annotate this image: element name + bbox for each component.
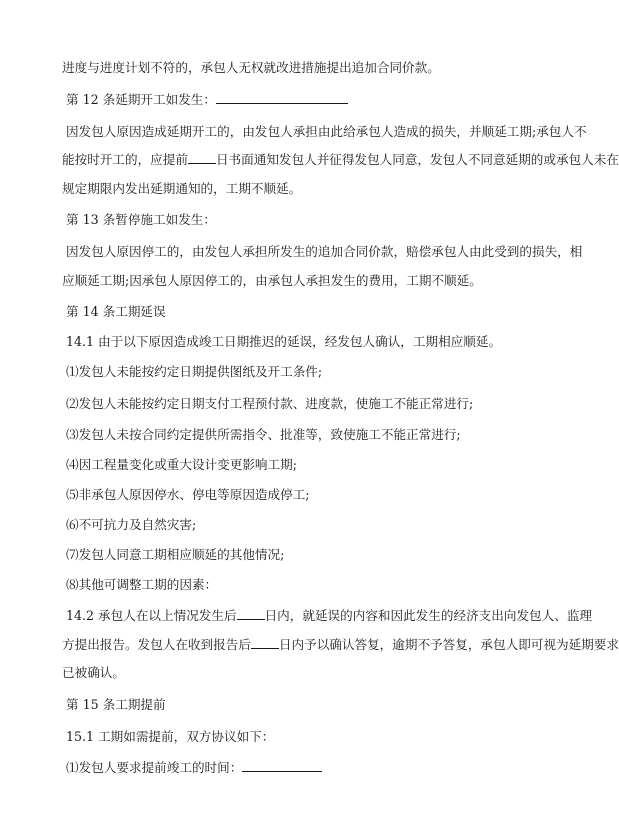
paragraph-text: ⑴发包人要求提前竣工的时间：: [66, 760, 243, 775]
paragraph-line: 规定期限内发出延期通知的，工期不顺延。: [62, 181, 302, 196]
list-item: [66, 760, 322, 776]
article-title-text: 第 12 条延期开工如发生：: [66, 92, 216, 107]
fill-in-blank[interactable]: [188, 153, 216, 164]
article-15-title: 第 15 条工期提前: [66, 697, 166, 712]
fill-in-blank[interactable]: [251, 638, 279, 649]
paragraph-line: 已被确认。: [62, 665, 125, 680]
section-15-1: 15.1 工期如需提前，双方协议如下：: [66, 729, 275, 744]
list-item: ⑸非承包人原因停水、停电等原因造成停工;: [66, 487, 310, 502]
list-item: ⑷因工程量变化或重大设计变更影响工期;: [66, 457, 297, 472]
paragraph-line: [62, 152, 619, 168]
fill-in-blank[interactable]: [216, 93, 348, 104]
list-item: ⑴发包人未能按约定日期提供图纸及开工条件;: [66, 364, 323, 379]
paragraph-line: 应顺延工期;因承包人原因停工的，由承包人承担发生的费用，工期不顺延。: [62, 273, 482, 288]
paragraph-line: 因发包人原因造成延期开工的，由发包人承担由此给承包人造成的损失，并顺延工期;承包人不: [66, 124, 587, 139]
article-12-title: [66, 92, 348, 108]
list-item: ⑵发包人未能按约定日期支付工程预付款、进度款，使施工不能正常进行;: [66, 396, 474, 411]
paragraph-text: 方提出报告。发包人在收到报告后: [62, 637, 251, 652]
paragraph-text: 日内予以确认答复，逾期不予答复，承包人即可视为延期要求: [278, 637, 619, 652]
fill-in-blank[interactable]: [237, 609, 265, 620]
paragraph-line: [62, 637, 619, 653]
fill-in-blank[interactable]: [242, 761, 322, 772]
article-13-title: 第 13 条暂停施工如发生：: [66, 212, 216, 227]
article-14-title: 第 14 条工期延误: [66, 304, 166, 319]
section-14-1: 14.1 由于以下原因造成竣工日期推迟的延误，经发包人确认，工期相应顺延。: [66, 334, 502, 349]
paragraph-text: 日内，就延误的内容和因此发生的经济支出向发包人、监理: [264, 608, 593, 623]
paragraph-text: 日书面通知发包人并征得发包人同意，发包人不同意延期的或承包人未在: [215, 152, 619, 167]
section-14-2: [66, 608, 592, 624]
list-item: ⑺发包人同意工期相应顺延的其他情况;: [66, 547, 285, 562]
list-item: ⑶发包人未按合同约定提供所需指令、批准等，致使施工不能正常进行;: [66, 427, 461, 442]
paragraph-text: 能按时开工的，应提前: [62, 152, 188, 167]
paragraph-line: 因发包人原因停工的，由发包人承担所发生的追加合同价款，赔偿承包人由此受到的损失，相: [66, 244, 583, 259]
paragraph-text: 14.2 承包人在以上情况发生后: [66, 608, 237, 623]
list-item: ⑻其他可调整工期的因素：: [66, 577, 218, 592]
list-item: ⑹不可抗力及自然灾害;: [66, 517, 197, 532]
paragraph-line: 进度与进度计划不符的，承包人无权就改进措施提出追加合同价款。: [62, 60, 440, 75]
